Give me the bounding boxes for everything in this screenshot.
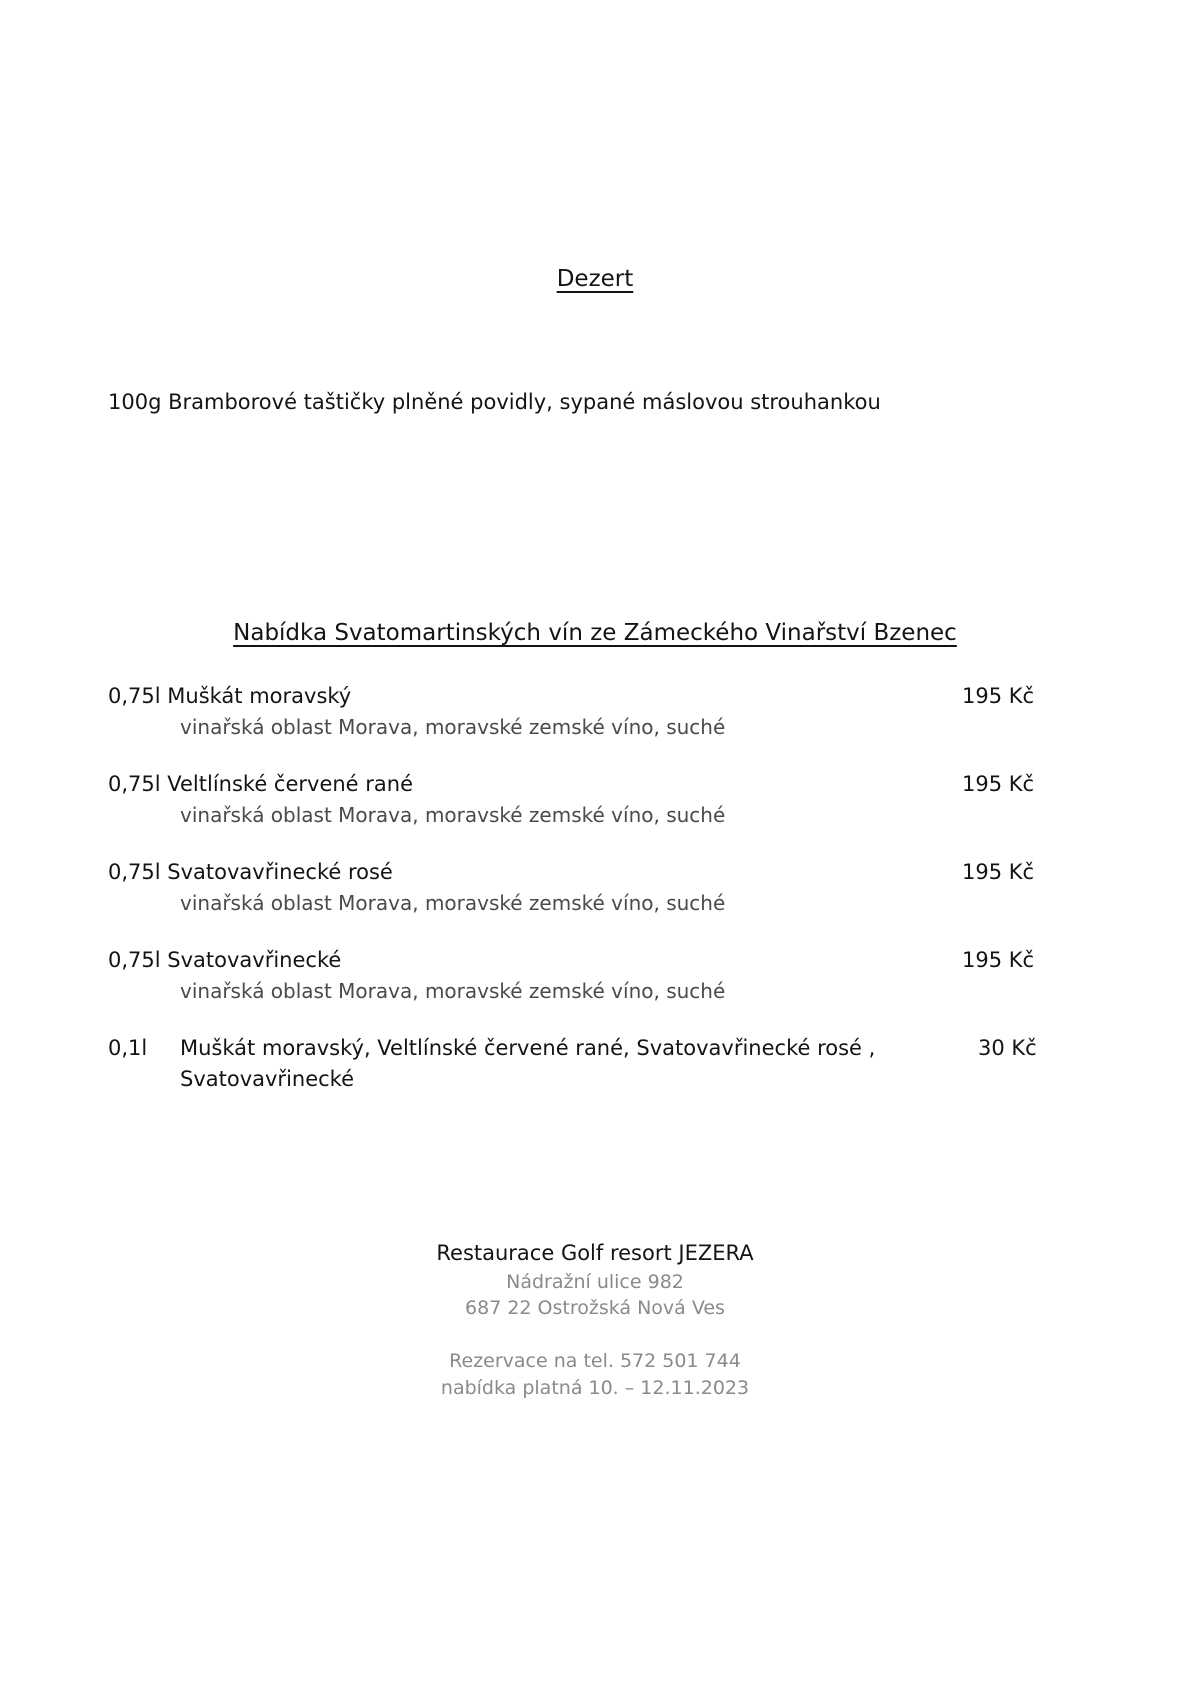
- wine-item-name: 0,75l Muškát moravský: [108, 684, 352, 708]
- wine-item-description: vinařská oblast Morava, moravské zemské víno, suché: [180, 979, 726, 1003]
- wine-item-price: 195 Kč: [962, 684, 1035, 708]
- wine-item-price: 195 Kč: [962, 772, 1035, 796]
- wine-item-description: vinařská oblast Morava, moravské zemské víno, suché: [180, 891, 726, 915]
- wine-item-description: vinařská oblast Morava, moravské zemské víno, suché: [180, 803, 726, 827]
- wine-item-name: 0,75l Svatovavřinecké rosé: [108, 860, 393, 884]
- wine-item-price: 195 Kč: [962, 860, 1035, 884]
- glass-price: 30 Kč: [978, 1036, 1037, 1060]
- address-city: 687 22 Ostrožská Nová Ves: [465, 1297, 725, 1319]
- wine-item-name: 0,75l Veltlínské červené rané: [108, 772, 414, 796]
- glass-volume: 0,1l: [108, 1036, 148, 1060]
- glass-wine-list: Muškát moravský, Veltlínské červené rané, Svatovavřinecké rosé ,: [180, 1036, 876, 1060]
- restaurant-name: Restaurace Golf resort JEZERA: [436, 1241, 754, 1265]
- offer-validity: nabídka platná 10. – 12.11.2023: [440, 1377, 750, 1399]
- wine-item-description: vinařská oblast Morava, moravské zemské víno, suché: [180, 715, 726, 739]
- dessert-heading: Dezert: [556, 266, 634, 292]
- glass-wine-list-continued: Svatovavřinecké: [180, 1067, 355, 1091]
- wine-offer-heading: Nabídka Svatomartinských vín ze Zámeckého Vinařství Bzenec: [233, 620, 957, 646]
- wine-item-price: 195 Kč: [962, 948, 1035, 972]
- reservation-phone: Rezervace na tel. 572 501 744: [449, 1350, 741, 1372]
- wine-item-name: 0,75l Svatovavřinecké: [108, 948, 342, 972]
- address-street: Nádražní ulice 982: [506, 1271, 684, 1293]
- dessert-item: 100g Bramborové taštičky plněné povidly, sypané máslovou strouhankou: [108, 390, 881, 414]
